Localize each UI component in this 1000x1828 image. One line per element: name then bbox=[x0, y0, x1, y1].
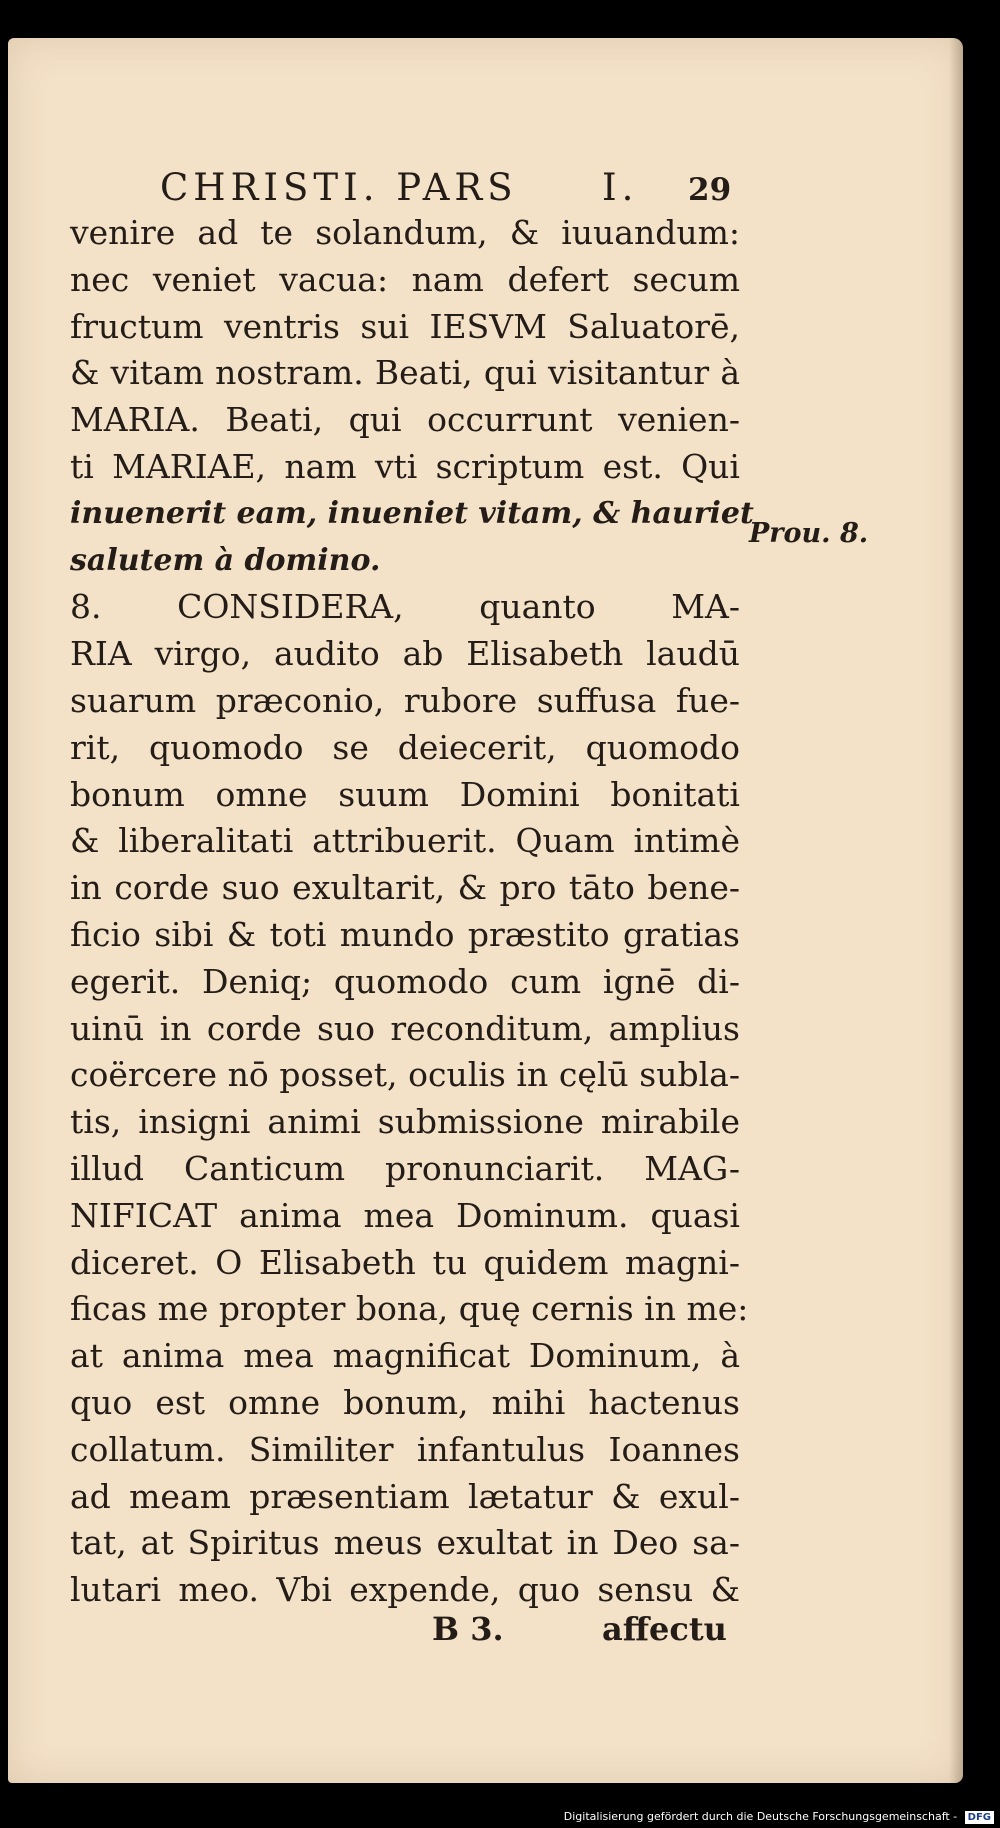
consideration-heading-line: 8. CONSIDERA, quanto MA- bbox=[70, 587, 740, 627]
page-number: 29 bbox=[688, 172, 732, 208]
page-text bbox=[70, 166, 754, 1614]
text-line: suarum præconio, rubore suffusa fue- bbox=[70, 680, 740, 720]
digitization-credit bbox=[564, 1810, 994, 1824]
running-header bbox=[70, 166, 740, 210]
text-line: & liberalitati attribuerit. Quam intimè bbox=[70, 821, 740, 861]
text-line: tat, at Spiritus meus exultat in Deo sa- bbox=[70, 1523, 740, 1563]
text-line: ficio sibi & toti mundo præstito gratias bbox=[70, 914, 740, 954]
text-line: lutari meo. Vbi expende, quo sensu & bbox=[70, 1570, 740, 1610]
text-line: nec veniet vacua: nam defert secum bbox=[70, 259, 740, 299]
credit-text: Digitalisierung gefördert durch die Deutsche Forschungsgemeinschaft - bbox=[563, 1810, 958, 1823]
text-line: coërcere nō posset, oculis in cęlū subla- bbox=[70, 1055, 740, 1095]
text-line: ti MARIAE, nam vti scriptum est. Qui bbox=[70, 446, 740, 486]
text-line: venire ad te solandum, & iuuandum: bbox=[70, 213, 740, 252]
catchword: affectu bbox=[602, 1610, 727, 1648]
text-line: in corde suo exultarit, & pro tāto bene- bbox=[70, 868, 740, 908]
magnificat-line: NIFICAT anima mea Dominum. quasi bbox=[70, 1195, 740, 1235]
running-part: I. bbox=[602, 166, 639, 209]
running-title: CHRISTI. PARS bbox=[160, 166, 518, 209]
page-footer bbox=[70, 1610, 740, 1656]
text-line: bonum omne suum Domini bonitati bbox=[70, 774, 740, 814]
text-line: collatum. Similiter infantulus Ioannes bbox=[70, 1429, 740, 1469]
book-page bbox=[8, 38, 963, 1783]
scripture-quote-line: salutem à domino. bbox=[70, 542, 381, 578]
text-line: illud Canticum pronunciarit. MAG- bbox=[70, 1148, 740, 1188]
text-line: rit, quomodo se deiecerit, quomodo bbox=[70, 727, 740, 767]
text-line: & vitam nostram. Beati, qui visitantur à bbox=[70, 353, 740, 393]
text-line: egerit. Deniq; quomodo cum ignē di- bbox=[70, 961, 740, 1001]
text-line: RIA virgo, audito ab Elisabeth laudū bbox=[70, 634, 740, 674]
text-line: diceret. O Elisabeth tu quidem magni- bbox=[70, 1242, 740, 1282]
margin-note: Prou. 8. bbox=[749, 518, 869, 549]
scripture-quote-line: inuenerit eam, inueniet vitam, & hauriet bbox=[70, 495, 754, 531]
text-line: at anima mea magnificat Dominum, à bbox=[70, 1336, 740, 1376]
text-line: ficas me propter bona, quę cernis in me: bbox=[70, 1289, 749, 1329]
text-line: uinū in corde suo reconditum, amplius bbox=[70, 1008, 740, 1048]
text-line: tis, insigni animi submissione mirabile bbox=[70, 1102, 740, 1142]
text-line: quo est omne bonum, mihi hactenus bbox=[70, 1382, 740, 1422]
text-line: ad meam præsentiam lætatur & exul- bbox=[70, 1476, 740, 1516]
signature-mark: B 3. bbox=[432, 1610, 504, 1648]
dfg-logo: DFG bbox=[965, 1811, 994, 1824]
text-line: MARIA. Beati, qui occurrunt venien- bbox=[70, 400, 740, 440]
text-line: fructum ventris sui IESVM Saluatorē, bbox=[70, 306, 740, 346]
